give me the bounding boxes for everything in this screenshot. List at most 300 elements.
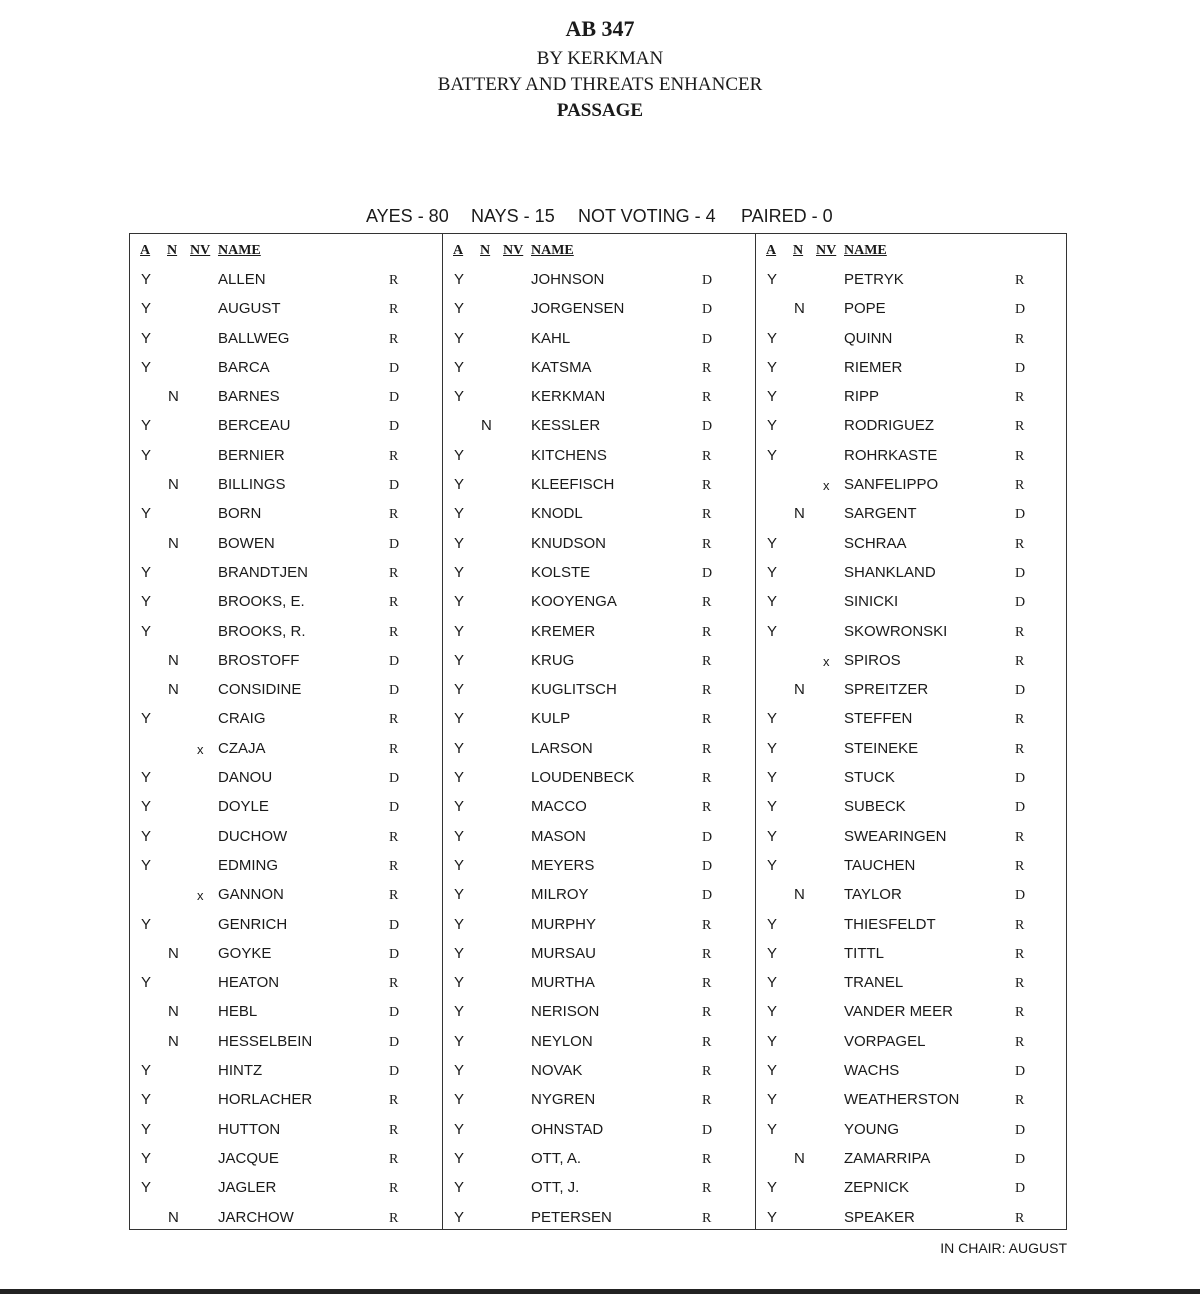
member-name: BILLINGS: [218, 476, 286, 494]
member-name: BARNES: [218, 388, 280, 406]
table-row: [756, 617, 1068, 646]
member-party: R: [1015, 536, 1025, 552]
aye-mark: Y: [767, 1179, 778, 1197]
member-party: D: [702, 1122, 713, 1138]
member-name: VANDER MEER: [844, 1003, 953, 1021]
table-row: [756, 997, 1068, 1026]
aye-mark: Y: [141, 505, 152, 523]
table-row: [756, 587, 1068, 616]
member-name: PETERSEN: [531, 1208, 612, 1226]
member-party: D: [389, 536, 400, 552]
member-name: MACCO: [531, 798, 587, 816]
member-name: THIESFELDT: [844, 915, 936, 933]
member-name: STEFFEN: [844, 710, 913, 728]
aye-mark: Y: [454, 300, 465, 318]
member-party: D: [389, 946, 400, 962]
aye-mark: Y: [767, 271, 778, 288]
table-row: [130, 646, 442, 675]
member-party: R: [1015, 741, 1025, 757]
member-party: R: [702, 478, 712, 494]
member-party: R: [702, 946, 712, 962]
aye-mark: Y: [767, 915, 778, 933]
member-name: HINTZ: [218, 1062, 263, 1080]
member-party: R: [702, 917, 712, 933]
table-row: [443, 822, 755, 851]
member-party: R: [702, 653, 712, 669]
aye-mark: Y: [767, 329, 778, 347]
member-name: KRUG: [531, 651, 575, 669]
member-party: D: [389, 419, 400, 435]
aye-mark: Y: [454, 681, 465, 699]
nay-mark: N: [168, 388, 179, 406]
member-name: WEATHERSTON: [844, 1091, 960, 1109]
table-row: [756, 939, 1068, 968]
member-name: NYGREN: [531, 1091, 596, 1109]
column-header: [130, 243, 442, 261]
member-name: GENRICH: [218, 915, 288, 933]
member-name: KOOYENGA: [531, 593, 617, 611]
table-row: [130, 324, 442, 353]
aye-mark: Y: [454, 1032, 465, 1050]
member-party: D: [1015, 360, 1026, 376]
member-name: DOYLE: [218, 798, 269, 816]
not-voting-mark: x: [823, 653, 830, 669]
member-name: BROOKS, R.: [218, 622, 306, 640]
member-party: D: [1015, 565, 1026, 581]
member-party: R: [389, 858, 399, 874]
member-party: R: [702, 800, 712, 816]
member-name: SANFELIPPO: [844, 476, 939, 494]
member-name: KOLSTE: [531, 563, 591, 581]
nay-mark: N: [168, 944, 179, 962]
member-party: D: [1015, 1181, 1026, 1197]
table-row: [756, 353, 1068, 382]
member-name: DUCHOW: [218, 827, 288, 845]
table-row: [130, 382, 442, 411]
table-row: [756, 1027, 1068, 1056]
member-party: R: [702, 976, 712, 992]
table-row: [130, 587, 442, 616]
table-row: [756, 1203, 1068, 1232]
member-party: R: [702, 771, 712, 787]
aye-mark: Y: [454, 388, 465, 406]
member-name: KITCHENS: [531, 446, 607, 464]
member-name: GOYKE: [218, 944, 272, 962]
table-row: [443, 646, 755, 675]
aye-mark: Y: [141, 593, 152, 611]
aye-mark: Y: [767, 739, 778, 757]
member-name: KNUDSON: [531, 534, 607, 552]
aye-mark: Y: [454, 476, 465, 494]
aye-mark: Y: [454, 1149, 465, 1167]
member-party: D: [702, 302, 713, 318]
member-party: R: [702, 683, 712, 699]
member-party: R: [702, 390, 712, 406]
header-nay: N: [167, 243, 178, 258]
table-row: [130, 704, 442, 733]
member-name: PETRYK: [844, 271, 904, 288]
member-name: MURPHY: [531, 915, 597, 933]
member-name: NOVAK: [531, 1062, 583, 1080]
table-row: [130, 499, 442, 528]
table-row: [443, 1203, 755, 1232]
aye-mark: Y: [767, 798, 778, 816]
member-party: R: [389, 1210, 399, 1226]
header-not-voting: NV: [190, 243, 211, 258]
member-name: YOUNG: [844, 1120, 900, 1138]
member-party: D: [389, 478, 400, 494]
member-party: R: [1015, 448, 1025, 464]
table-row: [443, 792, 755, 821]
table-row: [130, 763, 442, 792]
header-nay: N: [480, 243, 491, 258]
member-name: ROHRKASTE: [844, 446, 938, 464]
table-row: [756, 529, 1068, 558]
member-party: R: [389, 595, 399, 611]
aye-mark: Y: [141, 1179, 152, 1197]
member-party: R: [389, 712, 399, 728]
aye-mark: Y: [141, 1091, 152, 1109]
member-party: D: [702, 273, 713, 288]
member-name: HESSELBEIN: [218, 1032, 313, 1050]
table-row: [756, 851, 1068, 880]
aye-mark: Y: [767, 446, 778, 464]
aye-mark: Y: [767, 827, 778, 845]
member-name: HORLACHER: [218, 1091, 313, 1109]
member-name: JOHNSON: [531, 271, 605, 288]
motion-title: PASSAGE: [556, 100, 644, 121]
table-row: [130, 617, 442, 646]
member-party: R: [1015, 478, 1025, 494]
table-row: [130, 558, 442, 587]
member-name: JARCHOW: [218, 1208, 294, 1226]
member-party: R: [389, 1181, 399, 1197]
member-name: HEATON: [218, 974, 280, 992]
member-party: D: [389, 1005, 400, 1021]
member-name: BORN: [218, 505, 262, 523]
member-party: R: [1015, 331, 1025, 347]
member-party: D: [1015, 888, 1026, 904]
member-party: R: [389, 1093, 399, 1109]
member-party: R: [389, 302, 399, 318]
table-row: [130, 411, 442, 440]
table-row: [130, 880, 442, 909]
nay-mark: N: [168, 681, 179, 699]
member-name: TAUCHEN: [844, 856, 916, 874]
aye-mark: Y: [454, 886, 465, 904]
aye-mark: Y: [141, 329, 152, 347]
table-row: [443, 704, 755, 733]
table-row: [130, 675, 442, 704]
member-party: D: [389, 917, 400, 933]
header-not-voting: NV: [816, 243, 837, 258]
member-party: D: [389, 1064, 400, 1080]
aye-mark: Y: [454, 944, 465, 962]
member-party: R: [1015, 946, 1025, 962]
member-name: CONSIDINE: [218, 681, 302, 699]
member-name: MEYERS: [531, 856, 595, 874]
member-name: JORGENSEN: [531, 300, 625, 318]
table-row: [443, 1056, 755, 1085]
member-name: BROSTOFF: [218, 651, 300, 669]
member-name: MASON: [531, 827, 587, 845]
member-name: KERKMAN: [531, 388, 606, 406]
member-party: R: [389, 1151, 399, 1167]
table-row: [756, 734, 1068, 763]
aye-mark: Y: [767, 710, 778, 728]
table-row: [130, 792, 442, 821]
aye-mark: Y: [767, 769, 778, 787]
table-row: [130, 910, 442, 939]
member-name: BERCEAU: [218, 417, 291, 435]
aye-mark: Y: [141, 1062, 152, 1080]
aye-mark: Y: [767, 622, 778, 640]
aye-mark: Y: [141, 915, 152, 933]
header-aye: A: [453, 243, 464, 258]
member-party: R: [1015, 624, 1025, 640]
nay-mark: N: [794, 300, 805, 318]
table-row: [756, 411, 1068, 440]
member-name: KUGLITSCH: [531, 681, 617, 699]
member-name: LOUDENBECK: [531, 769, 635, 787]
table-row: [443, 939, 755, 968]
member-name: ZAMARRIPA: [844, 1149, 931, 1167]
aye-mark: Y: [454, 974, 465, 992]
member-party: R: [702, 536, 712, 552]
member-name: VORPAGEL: [844, 1032, 926, 1050]
member-party: R: [389, 273, 399, 288]
member-name: BERNIER: [218, 446, 285, 464]
member-name: KREMER: [531, 622, 596, 640]
member-party: R: [702, 1093, 712, 1109]
member-party: R: [1015, 419, 1025, 435]
aye-mark: Y: [141, 622, 152, 640]
aye-mark: Y: [454, 710, 465, 728]
aye-mark: Y: [454, 1003, 465, 1021]
table-row: [443, 1144, 755, 1173]
table-row: [756, 265, 1068, 294]
table-row: [756, 499, 1068, 528]
table-row: [130, 1056, 442, 1085]
member-party: D: [389, 653, 400, 669]
aye-mark: Y: [454, 505, 465, 523]
aye-mark: Y: [141, 1120, 152, 1138]
member-party: D: [702, 888, 713, 904]
table-row: [443, 265, 755, 294]
member-party: R: [389, 331, 399, 347]
member-name: LARSON: [531, 739, 593, 757]
table-row: [443, 382, 755, 411]
nay-mark: N: [168, 476, 179, 494]
aye-mark: Y: [454, 1120, 465, 1138]
member-party: R: [389, 976, 399, 992]
member-name: ALLEN: [218, 271, 266, 288]
aye-mark: Y: [141, 563, 152, 581]
aye-mark: Y: [767, 974, 778, 992]
member-name: TAYLOR: [844, 886, 902, 904]
member-name: RODRIGUEZ: [844, 417, 934, 435]
table-row: [756, 324, 1068, 353]
nay-mark: N: [794, 681, 805, 699]
table-row: [130, 353, 442, 382]
aye-mark: Y: [767, 417, 778, 435]
table-row: [443, 617, 755, 646]
member-party: R: [702, 1151, 712, 1167]
aye-mark: Y: [141, 798, 152, 816]
nay-mark: N: [794, 886, 805, 904]
member-party: R: [389, 565, 399, 581]
member-name: EDMING: [218, 856, 278, 874]
member-name: SUBECK: [844, 798, 906, 816]
table-row: [130, 822, 442, 851]
aye-mark: Y: [141, 1149, 152, 1167]
member-name: KESSLER: [531, 417, 601, 435]
table-row: [130, 939, 442, 968]
member-name: MURSAU: [531, 944, 597, 962]
aye-mark: Y: [141, 974, 152, 992]
member-name: KNODL: [531, 505, 583, 523]
aye-mark: Y: [454, 271, 465, 288]
member-name: WACHS: [844, 1062, 900, 1080]
table-row: [443, 880, 755, 909]
member-party: R: [1015, 917, 1025, 933]
member-name: BARCA: [218, 358, 270, 376]
table-row: [130, 1085, 442, 1114]
member-party: R: [389, 888, 399, 904]
member-name: TRANEL: [844, 974, 904, 992]
bill-subject: BATTERY AND THREATS ENHANCER: [437, 74, 763, 95]
member-party: R: [1015, 1034, 1025, 1050]
aye-mark: Y: [767, 1003, 778, 1021]
aye-mark: Y: [454, 798, 465, 816]
member-party: R: [1015, 390, 1025, 406]
roll-call-table: [129, 233, 1067, 1230]
aye-mark: Y: [454, 563, 465, 581]
table-row: [756, 382, 1068, 411]
member-name: CRAIG: [218, 710, 266, 728]
member-name: HEBL: [218, 1003, 258, 1021]
table-row: [130, 734, 442, 763]
roll-call-column-2: [443, 234, 755, 1229]
bottom-border: [0, 1289, 1200, 1294]
member-party: D: [389, 1034, 400, 1050]
member-party: R: [702, 624, 712, 640]
table-row: [756, 1144, 1068, 1173]
table-row: [756, 294, 1068, 323]
table-row: [756, 1085, 1068, 1114]
table-row: [756, 470, 1068, 499]
table-row: [130, 529, 442, 558]
aye-mark: Y: [767, 1120, 778, 1138]
member-name: OTT, A.: [531, 1149, 582, 1167]
table-row: [756, 1056, 1068, 1085]
member-name: HUTTON: [218, 1120, 281, 1138]
aye-mark: Y: [454, 827, 465, 845]
member-party: R: [389, 829, 399, 845]
roll-call-rows: [756, 265, 1068, 1232]
aye-mark: Y: [767, 388, 778, 406]
table-row: [130, 294, 442, 323]
header-not-voting: NV: [503, 243, 524, 258]
member-name: MILROY: [531, 886, 589, 904]
member-party: D: [1015, 1122, 1026, 1138]
column-header: [443, 243, 755, 261]
aye-mark: Y: [454, 593, 465, 611]
member-party: D: [389, 800, 400, 816]
aye-mark: Y: [141, 300, 152, 318]
table-row: [130, 441, 442, 470]
not-voting-mark: x: [197, 741, 204, 757]
member-name: SKOWRONSKI: [844, 622, 948, 640]
aye-mark: Y: [454, 915, 465, 933]
member-party: R: [702, 1005, 712, 1021]
member-name: KATSMA: [531, 358, 592, 376]
member-name: BALLWEG: [218, 329, 290, 347]
table-row: [130, 997, 442, 1026]
table-row: [443, 968, 755, 997]
member-name: SPEAKER: [844, 1208, 915, 1226]
table-row: [756, 910, 1068, 939]
member-name: KLEEFISCH: [531, 476, 615, 494]
member-name: SPREITZER: [844, 681, 929, 699]
table-row: [443, 675, 755, 704]
member-party: D: [1015, 771, 1026, 787]
not-voting-mark: x: [823, 478, 830, 494]
member-party: D: [389, 683, 400, 699]
member-party: R: [1015, 1005, 1025, 1021]
member-party: R: [1015, 829, 1025, 845]
member-name: ZEPNICK: [844, 1179, 910, 1197]
aye-mark: Y: [141, 769, 152, 787]
roll-call-rows: [130, 265, 442, 1232]
table-row: [443, 851, 755, 880]
nay-mark: N: [168, 651, 179, 669]
table-row: [443, 470, 755, 499]
member-party: R: [702, 1210, 712, 1226]
table-row: [443, 1173, 755, 1202]
aye-mark: Y: [767, 856, 778, 874]
member-name: SCHRAA: [844, 534, 907, 552]
member-party: R: [1015, 712, 1025, 728]
roll-call-column-3: [756, 234, 1068, 1229]
aye-mark: Y: [454, 534, 465, 552]
member-name: JACQUE: [218, 1149, 279, 1167]
member-party: R: [389, 507, 399, 523]
table-row: [756, 880, 1068, 909]
member-name: DANOU: [218, 769, 273, 787]
in-chair-note: IN CHAIR: AUGUST: [940, 1240, 1067, 1256]
table-row: [130, 1173, 442, 1202]
member-name: NEYLON: [531, 1032, 593, 1050]
member-party: R: [1015, 1210, 1025, 1226]
aye-mark: Y: [454, 1179, 465, 1197]
member-party: R: [702, 712, 712, 728]
aye-mark: Y: [767, 1032, 778, 1050]
table-row: [130, 968, 442, 997]
member-name: QUINN: [844, 329, 893, 347]
aye-mark: Y: [454, 769, 465, 787]
member-name: RIEMER: [844, 358, 903, 376]
aye-mark: Y: [141, 710, 152, 728]
aye-mark: Y: [767, 358, 778, 376]
not-voting-total: NOT VOTING - 4: [578, 206, 716, 226]
table-row: [443, 997, 755, 1026]
member-name: OTT, J.: [531, 1179, 580, 1197]
aye-mark: Y: [141, 417, 152, 435]
member-party: R: [1015, 273, 1025, 288]
member-party: R: [702, 595, 712, 611]
table-row: [130, 1115, 442, 1144]
